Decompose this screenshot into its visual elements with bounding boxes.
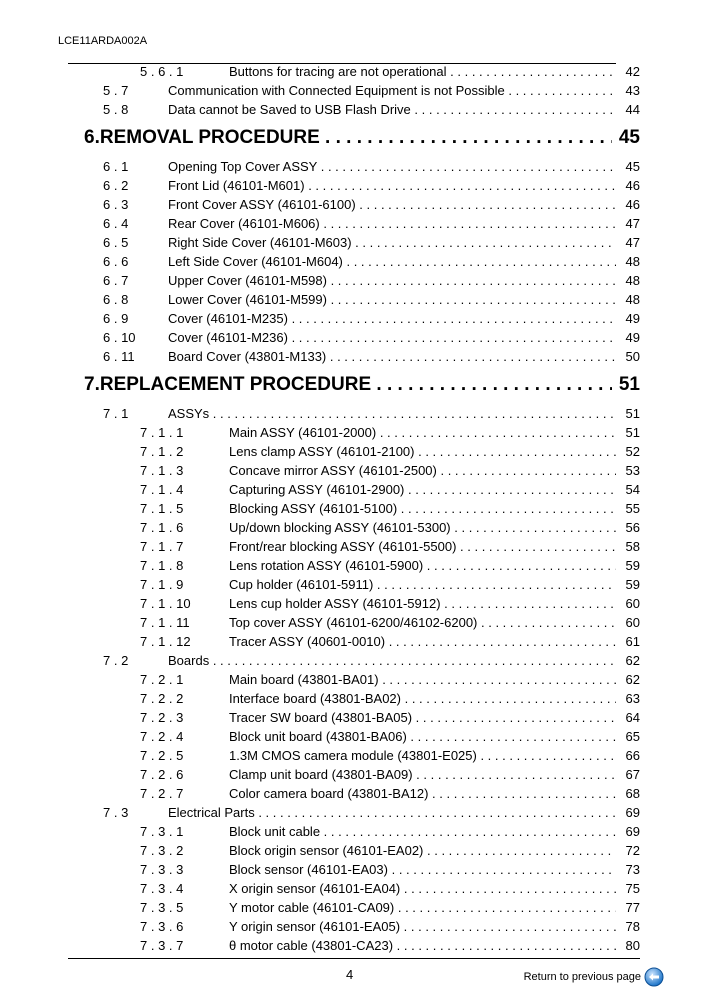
entry-title[interactable]: Capturing ASSY (46101-2900) . . . [229,480,618,499]
entry-page[interactable]: 72 [616,841,640,860]
entry-title[interactable]: Right Side Cover (46101-M603) . . . [168,233,618,252]
entry-number: 7 . 2 . 3 [140,710,184,725]
toc-entry[interactable] [0,62,706,81]
entry-page[interactable]: 51 [616,404,640,423]
section-title[interactable]: 7.REPLACEMENT PROCEDURE . . . [84,366,618,404]
toc-entry[interactable] [0,689,706,708]
toc-entry[interactable] [0,765,706,784]
entry-title[interactable]: Communication with Connected Equipment is not Possible . . . [168,81,618,100]
entry-number: 7 . 3 [103,805,129,820]
entry-page[interactable]: 46 [616,195,640,214]
entry-title[interactable]: Block unit cable . . . [229,822,618,841]
entry-number: 7 . 2 [103,653,129,668]
entry-title[interactable]: Block origin sensor (46101-EA02) . . . [229,841,618,860]
entry-number: 6 . 2 [103,178,129,193]
entry-title[interactable]: Main ASSY (46101-2000) . . . [229,423,618,442]
entry-title[interactable]: θ motor cable (43801-CA23) . . . [229,936,618,955]
toc-entry[interactable] [0,746,706,765]
toc-entry[interactable] [0,727,706,746]
entry-page[interactable]: 51 [616,423,640,442]
entry-page[interactable]: 56 [616,518,640,537]
entry-number: 7 . 1 . 4 [140,482,184,497]
entry-title[interactable]: Lower Cover (46101-M599) . . . [168,290,618,309]
toc-entry[interactable] [0,290,706,309]
section-title[interactable]: 6.REMOVAL PROCEDURE . . . [84,119,618,157]
toc-entry[interactable] [0,176,706,195]
toc-entry[interactable] [0,860,706,879]
entry-page[interactable]: 47 [616,233,640,252]
entry-number: 7 . 1 . 10 [140,596,191,611]
entry-number: 7 . 1 . 5 [140,501,184,516]
entry-number: 7 . 1 . 3 [140,463,184,478]
entry-number: 6 . 3 [103,197,129,212]
toc-entry[interactable] [0,898,706,917]
entry-number: 7 . 1 . 2 [140,444,184,459]
entry-title[interactable]: Buttons for tracing are not operational . . . [229,62,618,81]
toc-entry[interactable] [0,575,706,594]
entry-number: 6 . 5 [103,235,129,250]
entry-number: 7 . 2 . 2 [140,691,184,706]
toc-entry[interactable] [0,822,706,841]
entry-page[interactable]: 49 [616,309,640,328]
toc-entry[interactable] [0,879,706,898]
entry-page[interactable]: 47 [616,214,640,233]
toc-entry[interactable] [0,404,706,423]
document-id: LCE11ARDA002A [58,35,148,47]
toc-entry[interactable] [0,556,706,575]
entry-title[interactable]: Main board (43801-BA01) . . . [229,670,618,689]
entry-number: 7 . 3 . 2 [140,843,184,858]
entry-number: 7 . 1 . 6 [140,520,184,535]
entry-number: 6 . 4 [103,216,129,231]
toc-entry[interactable] [0,423,706,442]
toc-section-heading[interactable] [0,119,706,157]
entry-title[interactable]: Block sensor (46101-EA03) . . . [229,860,618,879]
entry-number: 7 . 2 . 5 [140,748,184,763]
entry-number: 7 . 1 . 1 [140,425,184,440]
entry-page[interactable]: 48 [616,271,640,290]
entry-page[interactable]: 67 [616,765,640,784]
toc-entry[interactable] [0,784,706,803]
entry-page[interactable]: 53 [616,461,640,480]
entry-title[interactable]: Top cover ASSY (46101-6200/46102-6200) . . . [229,613,618,632]
entry-page[interactable]: 80 [616,936,640,955]
entry-number: 6 . 9 [103,311,129,326]
return-link-label[interactable]: Return to previous page [523,971,641,983]
toc-entry[interactable] [0,157,706,176]
entry-title[interactable]: Front Cover ASSY (46101-6100) . . . [168,195,618,214]
entry-number: 5 . 6 . 1 [140,64,184,79]
entry-title[interactable]: Y motor cable (46101-CA09) . . . [229,898,618,917]
entry-title[interactable]: Front/rear blocking ASSY (46101-5500) . . . [229,537,618,556]
toc-entry[interactable] [0,328,706,347]
entry-page[interactable]: 65 [616,727,640,746]
entry-number: 7 . 1 . 11 [140,615,190,630]
entry-title[interactable]: Color camera board (43801-BA12) . . . [229,784,618,803]
entry-title[interactable]: Clamp unit board (43801-BA09) . . . [229,765,618,784]
entry-number: 7 . 3 . 7 [140,938,184,953]
entry-number: 6 . 8 [103,292,129,307]
entry-title[interactable]: Tracer ASSY (40601-0010) . . . [229,632,618,651]
entry-title[interactable]: Boards . . . [168,651,618,670]
entry-number: 5 . 7 [103,83,129,98]
entry-title[interactable]: Blocking ASSY (46101-5100) . . . [229,499,618,518]
entry-page[interactable]: 59 [616,556,640,575]
entry-page[interactable]: 75 [616,879,640,898]
entry-title[interactable]: Front Lid (46101-M601) . . . [168,176,618,195]
toc-entry[interactable] [0,233,706,252]
entry-title[interactable]: Tracer SW board (43801-BA05) . . . [229,708,618,727]
entry-title[interactable]: Data cannot be Saved to USB Flash Drive . . . [168,100,618,119]
entry-number: 6 . 10 [103,330,136,345]
entry-number: 6 . 11 [103,349,135,364]
toc-entry[interactable] [0,347,706,366]
entry-page[interactable]: 59 [616,575,640,594]
toc-entry[interactable] [0,594,706,613]
entry-page[interactable]: 46 [616,176,640,195]
entry-number: 7 . 2 . 1 [140,672,184,687]
toc-entry[interactable] [0,81,706,100]
entry-page[interactable]: 52 [616,442,640,461]
entry-title[interactable]: Y origin sensor (46101-EA05) . . . [229,917,618,936]
table-of-contents [0,62,706,955]
entry-page[interactable]: 58 [616,537,640,556]
entry-number: 7 . 1 . 7 [140,539,184,554]
toc-entry[interactable] [0,841,706,860]
entry-page[interactable]: 69 [616,803,640,822]
entry-page[interactable]: 61 [616,632,640,651]
toc-entry[interactable] [0,252,706,271]
entry-page[interactable]: 62 [616,651,640,670]
toc-entry[interactable] [0,632,706,651]
toc-entry[interactable] [0,708,706,727]
toc-entry[interactable] [0,461,706,480]
toc-entry[interactable] [0,803,706,822]
entry-page[interactable]: 54 [616,480,640,499]
toc-entry[interactable] [0,936,706,955]
entry-page[interactable]: 69 [616,822,640,841]
entry-page[interactable]: 45 [616,157,640,176]
toc-entry[interactable] [0,651,706,670]
return-to-previous-page-link[interactable] [524,967,664,987]
entry-page[interactable]: 48 [616,252,640,271]
entry-page[interactable]: 60 [616,613,640,632]
entry-title[interactable]: Rear Cover (46101-M606) . . . [168,214,618,233]
entry-page[interactable]: 55 [616,499,640,518]
entry-title[interactable]: Electrical Parts . . . [168,803,618,822]
entry-page[interactable]: 49 [616,328,640,347]
entry-page[interactable]: 66 [616,746,640,765]
entry-number: 7 . 3 . 5 [140,900,184,915]
entry-title[interactable]: Left Side Cover (46101-M604) . . . [168,252,618,271]
entry-title[interactable]: Opening Top Cover ASSY . . . [168,157,618,176]
entry-number: 7 . 3 . 4 [140,881,184,896]
entry-page[interactable]: 78 [616,917,640,936]
entry-number: 6 . 6 [103,254,129,269]
entry-number: 7 . 3 . 3 [140,862,184,877]
entry-title[interactable]: X origin sensor (46101-EA04) . . . [229,879,618,898]
entry-page[interactable]: 48 [616,290,640,309]
entry-title[interactable]: ASSYs . . . [168,404,618,423]
entry-title[interactable]: Cover (46101-M236) . . . [168,328,618,347]
entry-page[interactable]: 62 [616,670,640,689]
entry-number: 7 . 1 [103,406,129,421]
entry-number: 6 . 7 [103,273,129,288]
return-arrow-icon[interactable] [644,967,664,987]
entry-title[interactable]: 1.3M CMOS camera module (43801-E025) . . . [229,746,618,765]
footer-divider [68,958,640,959]
entry-title[interactable]: Lens cup holder ASSY (46101-5912) . . . [229,594,618,613]
toc-entry[interactable] [0,537,706,556]
entry-page[interactable]: 77 [616,898,640,917]
entry-title[interactable]: Cover (46101-M235) . . . [168,309,618,328]
toc-entry[interactable] [0,309,706,328]
entry-number: 7 . 1 . 12 [140,634,191,649]
entry-title[interactable]: Cup holder (46101-5911) . . . [229,575,618,594]
entry-page[interactable]: 50 [616,347,640,366]
entry-number: 7 . 2 . 6 [140,767,184,782]
entry-page[interactable]: 43 [616,81,640,100]
section-page[interactable]: 45 [612,119,640,157]
toc-entry[interactable] [0,917,706,936]
toc-entry[interactable] [0,613,706,632]
entry-number: 6 . 1 [103,159,129,174]
toc-section-heading[interactable] [0,366,706,404]
entry-page[interactable]: 63 [616,689,640,708]
entry-number: 7 . 1 . 8 [140,558,184,573]
entry-title[interactable]: Concave mirror ASSY (46101-2500) . . . [229,461,618,480]
entry-title[interactable]: Upper Cover (46101-M598) . . . [168,271,618,290]
entry-page[interactable]: 64 [616,708,640,727]
entry-title[interactable]: Block unit board (43801-BA06) . . . [229,727,618,746]
entry-number: 7 . 3 . 6 [140,919,184,934]
entry-number: 5 . 8 [103,102,129,117]
toc-entry[interactable] [0,214,706,233]
entry-page[interactable]: 44 [616,100,640,119]
entry-number: 7 . 2 . 4 [140,729,184,744]
toc-entry[interactable] [0,518,706,537]
toc-entry[interactable] [0,499,706,518]
toc-entry[interactable] [0,670,706,689]
entry-title[interactable]: Board Cover (43801-M133) . . . [168,347,618,366]
entry-number: 7 . 1 . 9 [140,577,184,592]
entry-number: 7 . 2 . 7 [140,786,184,801]
toc-entry[interactable] [0,271,706,290]
entry-page[interactable]: 42 [616,62,640,81]
toc-entry[interactable] [0,480,706,499]
toc-entry[interactable] [0,195,706,214]
entry-page[interactable]: 60 [616,594,640,613]
page-number: 4 [346,967,354,982]
entry-title[interactable]: Lens rotation ASSY (46101-5900) . . . [229,556,618,575]
section-page[interactable]: 51 [612,366,640,404]
entry-title[interactable]: Interface board (43801-BA02) . . . [229,689,618,708]
entry-title[interactable]: Up/down blocking ASSY (46101-5300) . . . [229,518,618,537]
entry-page[interactable]: 73 [616,860,640,879]
entry-number: 7 . 3 . 1 [140,824,184,839]
entry-page[interactable]: 68 [616,784,640,803]
toc-entry[interactable] [0,100,706,119]
toc-entry[interactable] [0,442,706,461]
entry-title[interactable]: Lens clamp ASSY (46101-2100) . . . [229,442,618,461]
